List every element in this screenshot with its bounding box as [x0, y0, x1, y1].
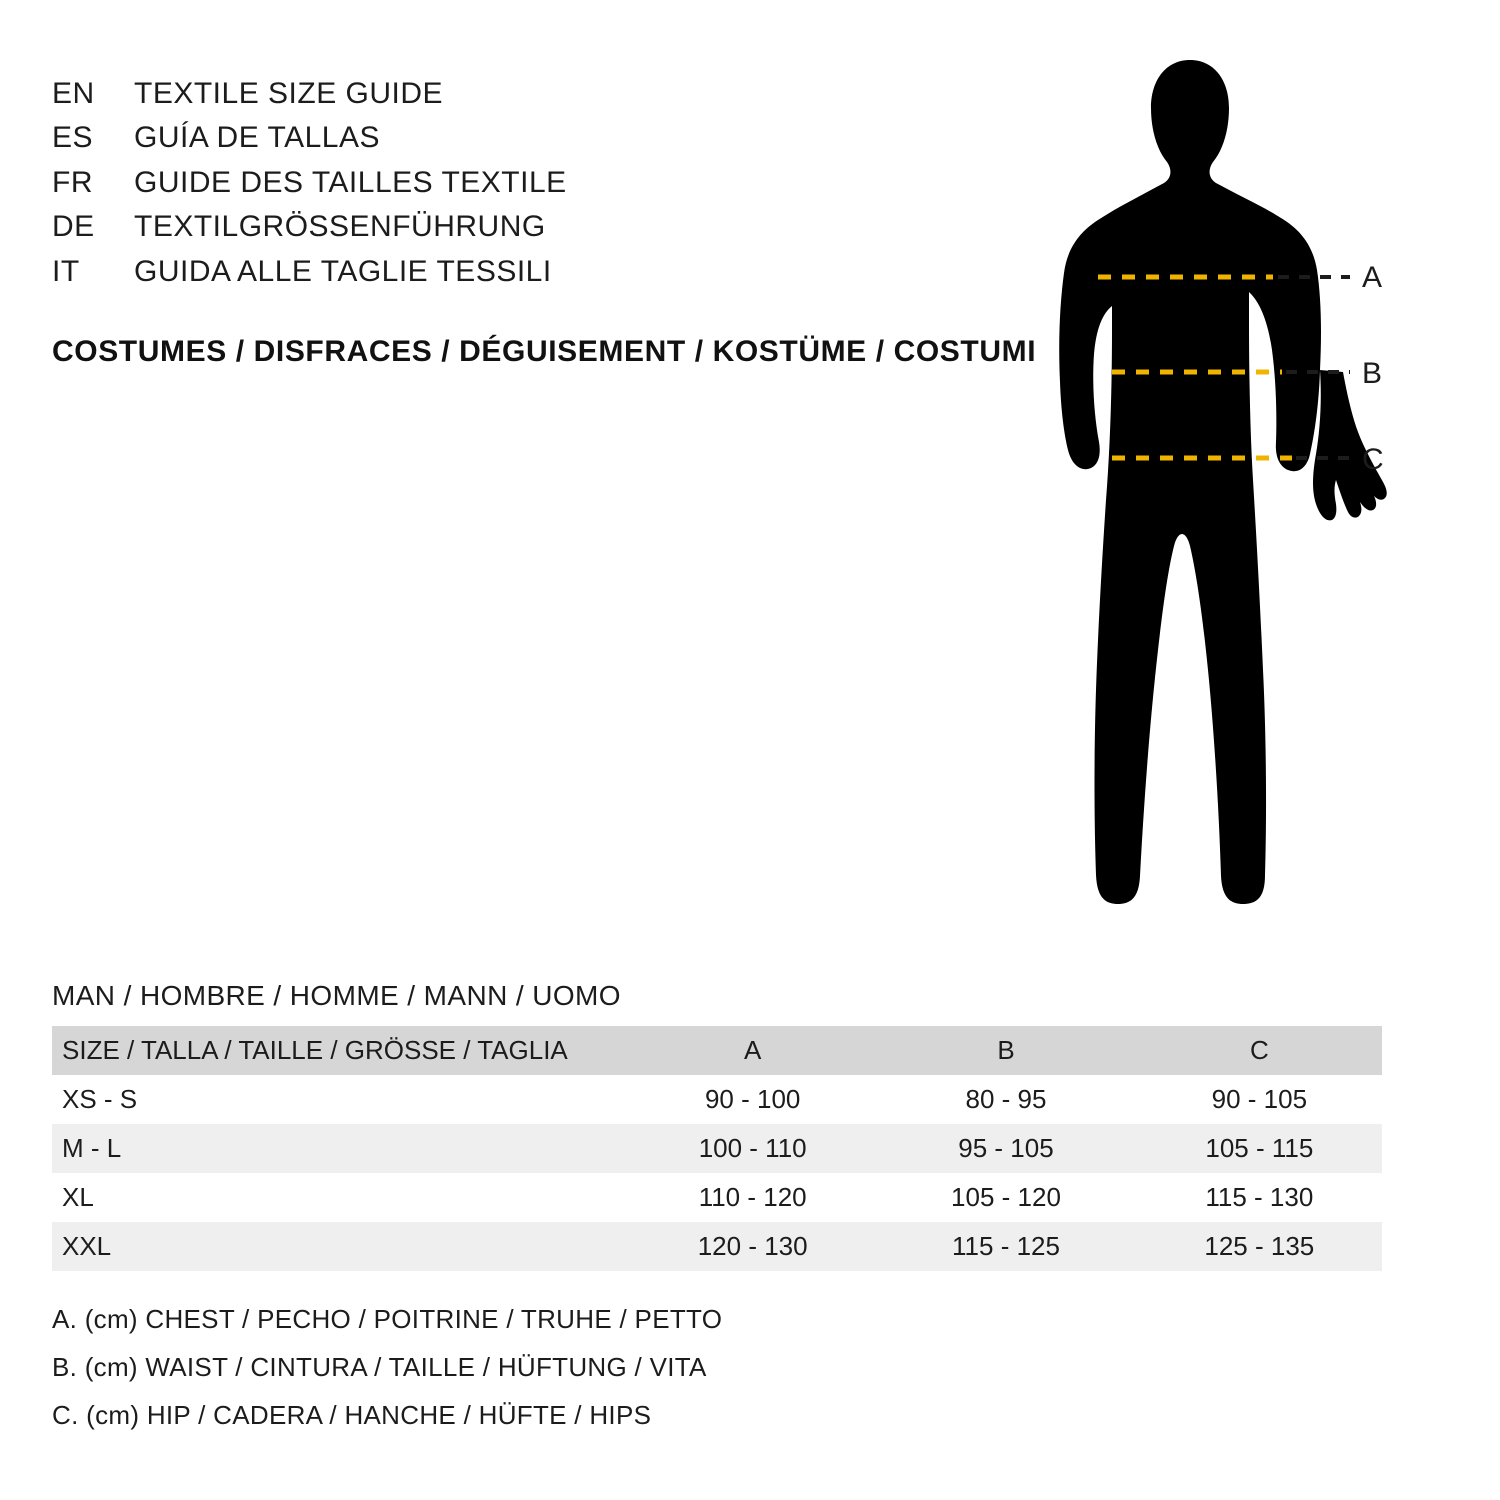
- size-table-section: [52, 980, 1382, 1271]
- language-code-en: EN: [52, 77, 95, 110]
- table-caption: MAN / HOMBRE / HOMME / MANN / UOMO: [52, 980, 621, 1011]
- cell-c: 105 - 115: [1205, 1133, 1314, 1163]
- body-measurement-figure: [1020, 30, 1440, 930]
- silhouette-icon: [1020, 30, 1440, 930]
- cell-size: XL: [62, 1182, 94, 1212]
- column-header-b: B: [997, 1035, 1015, 1065]
- measure-label-c: C: [1362, 443, 1384, 476]
- column-header-c: C: [1249, 1035, 1269, 1065]
- table-row: [52, 1124, 1382, 1173]
- language-row-it: [52, 250, 752, 294]
- cell-b: 95 - 105: [958, 1133, 1054, 1163]
- language-row-en: [52, 72, 752, 116]
- language-code-es: ES: [52, 121, 94, 155]
- cell-size: M - L: [62, 1133, 122, 1163]
- language-row-de: [52, 205, 752, 249]
- cell-a: 100 - 110: [698, 1133, 807, 1163]
- language-code-de: DE: [52, 210, 95, 244]
- table-row: [52, 1222, 1382, 1271]
- legend-line-c: C. (cm) HIP / CADERA / HANCHE / HÜFTE / HIPS: [52, 1400, 652, 1431]
- costume-heading: COSTUMES / DISFRACES / DÉGUISEMENT / KOSTÜME / COSTUMI: [52, 335, 1037, 368]
- cell-c: 90 - 105: [1211, 1084, 1308, 1114]
- table-row: [52, 1075, 1382, 1124]
- cell-b: 80 - 95: [965, 1084, 1047, 1114]
- language-text-de: TEXTILGRÖSSENFÜHRUNG: [134, 210, 546, 244]
- cell-size: XXL: [62, 1231, 112, 1261]
- language-row-es: [52, 116, 752, 160]
- language-code-it: IT: [52, 254, 80, 288]
- cell-a: 90 - 100: [704, 1084, 801, 1114]
- language-text-fr: GUIDE DES TAILLES TEXTILE: [134, 165, 567, 199]
- cell-c: 115 - 130: [1205, 1182, 1314, 1212]
- cell-b: 115 - 125: [952, 1231, 1060, 1261]
- measurement-legend: [52, 1295, 952, 1439]
- table-row: [52, 1173, 1382, 1222]
- language-text-it: GUIDA ALLE TAGLIE TESSILI: [134, 254, 552, 288]
- language-row-fr: [52, 161, 752, 205]
- table-header: [52, 1026, 1382, 1075]
- column-header-size: SIZE / TALLA / TAILLE / GRÖSSE / TAGLIA: [62, 1035, 568, 1065]
- cell-a: 120 - 130: [697, 1231, 808, 1261]
- language-text-es: GUÍA DE TALLAS: [134, 121, 380, 155]
- language-code-fr: FR: [52, 165, 93, 199]
- legend-line-b: B. (cm) WAIST / CINTURA / TAILLE / HÜFTUNG / VITA: [52, 1352, 707, 1383]
- cell-a: 110 - 120: [698, 1182, 807, 1212]
- cell-size: XS - S: [62, 1084, 138, 1114]
- cell-c: 125 - 135: [1204, 1231, 1315, 1261]
- legend-line-a: A. (cm) CHEST / PECHO / POITRINE / TRUHE / PETTO: [52, 1304, 723, 1334]
- measure-label-a: A: [1362, 261, 1383, 294]
- table-header-row: [52, 1026, 1382, 1075]
- language-text-en: TEXTILE SIZE GUIDE: [134, 77, 444, 110]
- cell-b: 105 - 120: [951, 1182, 1061, 1212]
- table-body: [52, 1075, 1382, 1271]
- size-table: [52, 1026, 1382, 1271]
- column-header-a: A: [743, 1035, 762, 1065]
- language-list: [52, 72, 752, 294]
- measure-label-b: B: [1362, 357, 1383, 390]
